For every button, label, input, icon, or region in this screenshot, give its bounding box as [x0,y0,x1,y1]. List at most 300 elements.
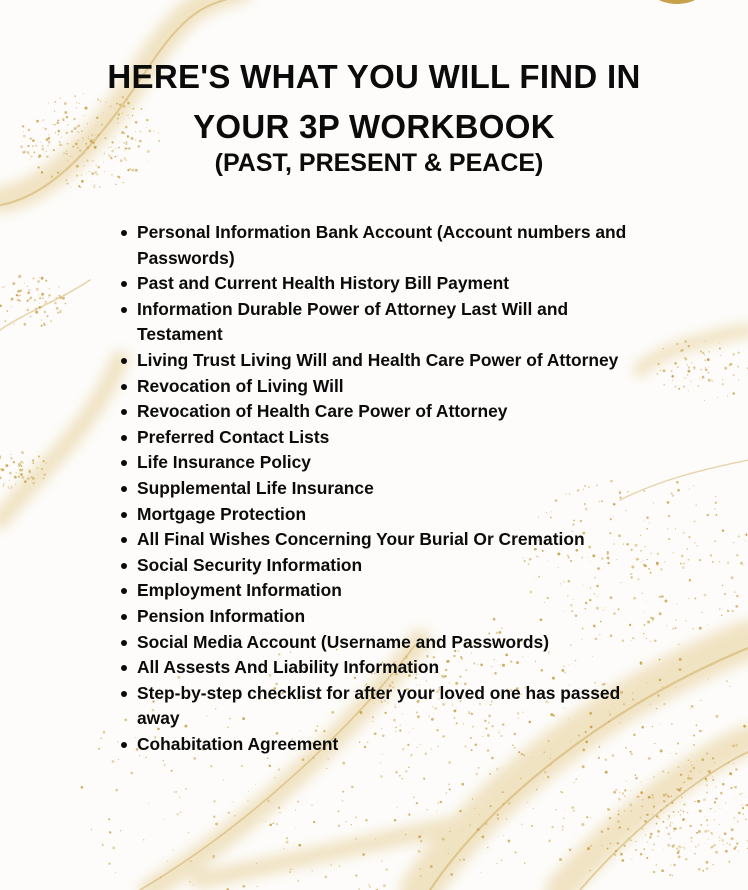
glitter-speck [722,585,723,586]
glitter-speck [660,724,661,725]
glitter-speck [674,815,675,816]
glitter-speck [342,800,344,802]
glitter-speck [62,297,65,300]
glitter-speck [173,791,174,792]
glitter-speck [39,277,40,278]
glitter-speck [663,348,664,349]
glitter-speck [32,477,35,480]
glitter-speck [716,514,718,516]
glitter-speck [355,838,357,840]
glitter-speck [247,800,248,801]
glitter-speck [627,828,629,830]
glitter-speck [635,777,638,780]
glitter-speck [109,831,111,833]
glitter-speck [678,811,679,812]
glitter-speck [678,845,679,846]
glitter-speck [550,765,551,766]
glitter-speck [689,488,690,489]
glitter-speck [630,790,631,791]
glitter-speck [667,528,668,529]
glitter-speck [497,814,499,816]
glitter-speck [690,777,692,779]
glitter-speck [313,821,315,823]
glitter-speck [738,352,740,354]
glitter-speck [550,758,551,759]
glitter-speck [725,850,728,853]
glitter-speck [684,848,685,849]
glitter-speck [44,303,45,304]
glitter-speck [722,529,724,531]
glitter-speck [9,472,12,475]
glitter-speck [470,824,471,825]
glitter-speck [11,298,14,301]
glitter-speck [732,353,735,356]
glitter-speck [646,638,647,639]
glitter-speck [50,301,51,302]
glitter-speck [652,726,653,727]
glitter-speck [652,797,653,798]
glitter-speck [215,823,218,826]
glitter-speck [462,783,465,786]
glitter-speck [720,792,722,794]
glitter-speck [624,795,626,797]
glitter-speck [24,283,25,284]
glitter-speck [685,858,687,860]
glitter-speck [729,686,730,687]
glitter-speck [657,830,660,833]
glitter-speck [650,833,653,836]
glitter-speck [729,844,731,846]
glitter-speck [312,870,313,871]
glitter-speck [646,857,648,859]
glitter-speck [10,301,11,302]
glitter-speck [649,836,652,839]
glitter-speck [670,838,671,839]
glitter-speck [39,303,40,304]
glitter-speck [515,852,517,854]
glitter-speck [708,367,709,368]
glitter-speck [108,863,110,865]
list-item: Past and Current Health History Bill Payment [137,271,643,297]
glitter-speck [436,811,437,812]
glitter-speck [688,370,691,373]
glitter-speck [714,762,715,763]
glitter-speck [710,379,711,380]
list-item: Revocation of Health Care Power of Attorney [137,399,643,425]
glitter-speck [478,767,480,769]
list-item: Cohabitation Agreement [137,732,643,758]
glitter-speck [688,775,689,776]
glitter-speck [694,597,696,599]
glitter-speck [302,758,305,761]
glitter-speck [501,859,503,861]
glitter-speck [660,810,661,811]
glitter-speck [520,777,522,779]
glitter-speck [324,875,327,878]
glitter-speck [741,805,742,806]
glitter-speck [715,811,716,812]
glitter-speck [442,838,445,841]
glitter-speck [342,791,344,793]
glitter-speck [682,349,684,351]
glitter-speck [687,777,690,780]
glitter-speck [679,827,682,830]
glitter-speck [724,593,726,595]
glitter-speck [685,620,686,621]
list-item: Step-by-step checklist for after your loved one has passed away [137,681,643,732]
glitter-speck [185,788,187,790]
glitter-speck [727,396,728,397]
glitter-speck [663,384,665,386]
glitter-speck [667,844,670,847]
glitter-speck [459,810,461,812]
glitter-speck [663,812,664,813]
glitter-speck [30,316,31,317]
glitter-speck [472,798,473,799]
glitter-speck [555,809,556,810]
list-item: Personal Information Bank Account (Account numbers and Passwords) [137,220,643,271]
glitter-speck [18,476,20,478]
glitter-speck [646,601,647,602]
glitter-speck [19,473,20,474]
glitter-speck [48,294,50,296]
glitter-speck [98,748,100,750]
glitter-speck [686,364,688,366]
list-item: Employment Information [137,578,643,604]
glitter-speck [722,783,724,785]
glitter-speck [706,792,708,794]
glitter-speck [715,797,717,799]
glitter-speck [65,303,66,304]
glitter-speck [683,563,685,565]
glitter-speck [115,872,116,873]
glitter-speck [672,845,675,848]
glitter-speck [704,354,705,355]
glitter-speck [719,824,720,825]
glitter-speck [112,760,115,763]
glitter-speck [644,624,646,626]
glitter-speck [691,362,692,363]
glitter-speck [489,773,491,775]
glitter-speck [420,868,421,869]
glitter-speck [210,765,212,767]
glitter-speck [713,771,714,772]
glitter-speck [5,286,6,287]
glitter-speck [46,316,47,317]
glitter-speck [37,467,38,468]
glitter-speck [7,310,9,312]
glitter-speck [160,877,161,878]
glitter-speck [32,459,34,461]
glitter-speck [681,555,684,558]
glitter-speck [286,837,288,839]
glitter-speck [590,845,592,847]
glitter-speck [351,786,354,789]
glitter-speck [721,615,722,616]
glitter-speck [44,300,45,301]
glitter-speck [686,548,688,550]
list-item: Social Media Account (Username and Passwords) [137,630,643,656]
glitter-speck [416,802,418,804]
glitter-speck [650,572,652,574]
glitter-speck [652,620,653,621]
glitter-speck [55,297,56,298]
glitter-speck [29,471,31,473]
glitter-speck [689,770,692,773]
glitter-speck [248,791,249,792]
glitter-speck [706,785,708,787]
glitter-speck [673,831,675,833]
glitter-speck [657,694,660,697]
glitter-speck [688,559,690,561]
glitter-speck [449,789,451,791]
glitter-speck [94,184,96,186]
glitter-speck [742,807,744,809]
glitter-speck [705,369,708,372]
glitter-speck [622,792,624,794]
glitter-speck [615,789,617,791]
glitter-speck [295,828,296,829]
glitter-speck [654,640,656,642]
glitter-speck [643,636,644,637]
glitter-speck [48,297,49,298]
list-item: Mortgage Protection [137,502,643,528]
glitter-speck [380,775,383,778]
glitter-speck [680,787,682,789]
glitter-speck [653,806,655,808]
glitter-speck [24,485,25,486]
glitter-speck [563,817,565,819]
glitter-speck [735,605,738,608]
glitter-speck [617,820,619,822]
glitter-speck [717,397,718,398]
glitter-speck [10,457,13,460]
glitter-speck [450,873,453,876]
glitter-speck [375,839,376,840]
glitter-speck [463,859,465,861]
glitter-speck [669,824,671,826]
glitter-speck [688,345,690,347]
glitter-speck [7,486,9,488]
glitter-speck [679,658,682,661]
glitter-speck [635,849,637,851]
glitter-speck [41,468,43,470]
glitter-speck [621,859,624,862]
glitter-speck [420,840,422,842]
glitter-speck [669,817,670,818]
glitter-speck [723,844,724,845]
glitter-speck [746,533,747,534]
glitter-speck [459,859,461,861]
glitter-speck [91,181,92,182]
glitter-speck [24,323,27,326]
glitter-speck [687,374,688,375]
glitter-speck [666,805,667,806]
glitter-speck [232,801,233,802]
glitter-speck [607,848,609,850]
glitter-speck [103,731,105,733]
glitter-speck [56,297,58,299]
glitter-speck [569,848,572,851]
glitter-speck [690,708,692,710]
glitter-speck [193,885,194,886]
glitter-speck [59,286,60,287]
glitter-speck [673,552,674,553]
glitter-speck [20,473,23,476]
glitter-speck [706,867,709,870]
glitter-speck [19,289,22,292]
glitter-speck [630,811,631,812]
glitter-speck [698,844,699,845]
glitter-speck [714,508,715,509]
glitter-speck [28,293,29,294]
glitter-speck [3,485,4,486]
glitter-speck [736,595,738,597]
glitter-speck [675,619,676,620]
glitter-speck [660,568,663,571]
glitter-speck [571,806,574,809]
glitter-speck [738,535,740,537]
glitter-speck [11,454,12,455]
glitter-speck [676,481,679,484]
glitter-speck [11,488,12,489]
glitter-speck [731,576,734,579]
glitter-speck [613,791,616,794]
glitter-speck [700,369,702,371]
glitter-speck [21,451,24,454]
glitter-speck [38,456,40,458]
glitter-speck [652,617,655,620]
glitter-speck [45,301,48,304]
glitter-speck [647,559,648,560]
glitter-speck [674,362,676,364]
glitter-speck [0,477,2,480]
glitter-speck [704,830,707,833]
glitter-speck [618,813,620,815]
glitter-speck [691,837,693,839]
glitter-speck [627,838,629,840]
glitter-speck [696,545,697,546]
glitter-speck [355,875,357,877]
glitter-speck [43,478,44,479]
glitter-speck [313,757,315,759]
glitter-speck [725,802,726,803]
glitter-speck [213,816,216,819]
glitter-speck [70,187,71,188]
glitter-speck [0,456,1,458]
glitter-speck [646,528,648,530]
glitter-speck [589,870,590,871]
glitter-speck [693,767,696,770]
glitter-speck [702,870,704,872]
glitter-speck [13,323,14,324]
glitter-speck [647,621,650,624]
glitter-speck [678,789,681,792]
glitter-speck [693,744,695,746]
glitter-speck [280,850,281,851]
glitter-speck [698,868,701,871]
glitter-speck [547,776,549,778]
glitter-speck [735,744,737,746]
glitter-speck [663,369,666,372]
glitter-speck [297,801,299,803]
glitter-speck [461,829,462,830]
glitter-speck [33,277,35,279]
glitter-speck [706,819,709,822]
glitter-speck [664,561,665,562]
glitter-speck [678,644,679,645]
glitter-speck [706,780,707,781]
glitter-speck [548,840,551,843]
glitter-speck [708,379,711,382]
glitter-speck [212,855,215,858]
glitter-speck [562,826,564,828]
glitter-speck [57,311,59,313]
glitter-speck [609,817,612,820]
glitter-speck [624,810,626,812]
glitter-speck [688,366,690,368]
glitter-speck [477,828,480,831]
glitter-speck [704,594,707,597]
glitter-speck [615,850,617,852]
glitter-speck [590,817,591,818]
glitter-speck [355,817,357,819]
glitter-speck [148,803,149,804]
glitter-speck [35,311,38,314]
glitter-speck [430,865,433,868]
glitter-speck [673,864,675,866]
glitter-speck [27,286,29,288]
glitter-speck [490,805,492,807]
glitter-speck [642,799,643,800]
glitter-speck [669,874,671,876]
glitter-speck [24,480,27,483]
glitter-speck [699,627,702,630]
glitter-speck [521,824,522,825]
glitter-speck [677,766,679,768]
glitter-speck [399,775,401,777]
glitter-speck [678,388,680,390]
glitter-speck [706,861,709,864]
glitter-speck [508,802,511,805]
glitter-speck [738,851,739,852]
glitter-speck [41,277,44,280]
glitter-speck [560,791,562,793]
glitter-speck [720,355,721,356]
glitter-speck [684,790,685,791]
glitter-speck [715,786,716,787]
glitter-speck [688,760,690,762]
glitter-speck [533,808,534,809]
glitter-speck [720,808,721,809]
glitter-speck [646,814,648,816]
glitter-speck [685,358,688,361]
glitter-speck [683,804,685,806]
glitter-speck [112,847,115,850]
glitter-speck [234,815,235,816]
glitter-speck [683,532,685,534]
glitter-speck [676,753,677,754]
glitter-speck [659,679,662,682]
glitter-speck [33,462,34,463]
glitter-speck [672,380,674,382]
glitter-speck [527,802,528,803]
glitter-speck [688,390,689,391]
glitter-speck [171,770,173,772]
glitter-speck [289,871,291,873]
glitter-speck [666,827,668,829]
glitter-speck [575,778,577,780]
